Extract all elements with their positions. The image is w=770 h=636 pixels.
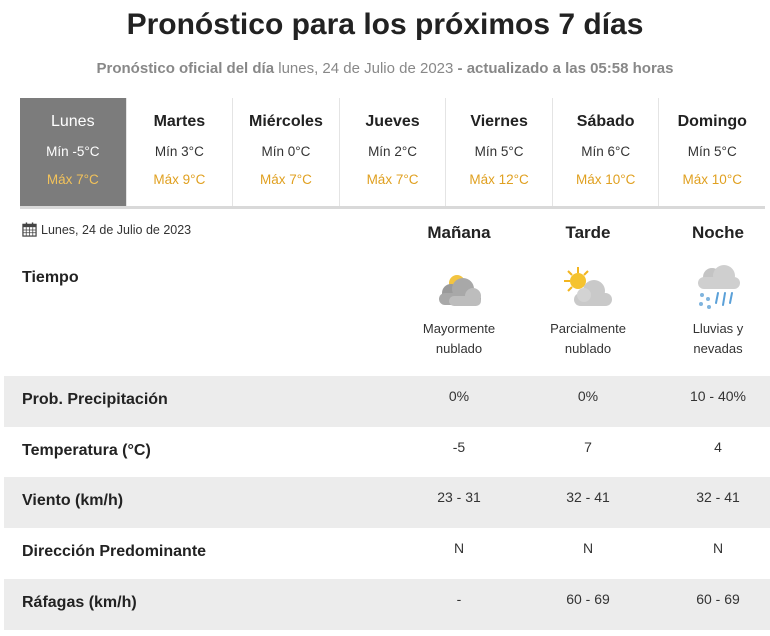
row-label: Prob. Precipitación [22, 391, 168, 408]
day-min-temp: Mín 5°C [687, 144, 737, 159]
row-value: 0% [448, 388, 470, 404]
day-name: Sábado [576, 113, 635, 130]
row-label: Dirección Predominante [22, 543, 207, 560]
row-value: 4 [714, 439, 722, 455]
day-min-temp: Mín 6°C [581, 144, 631, 159]
day-name: Lunes [50, 113, 95, 130]
day-max-temp: Máx 12°C [469, 172, 529, 187]
mostly-cloudy-icon [429, 263, 489, 315]
calendar-icon [22, 222, 37, 237]
row-value: 32 - 41 [566, 489, 610, 505]
row-label: Ráfagas (km/h) [22, 594, 137, 611]
selected-date [22, 222, 191, 237]
day-min-temp: Mín -5°C [46, 144, 100, 159]
row-rafagas [4, 579, 770, 630]
row-value: 7 [584, 439, 592, 455]
tab-jueves[interactable] [340, 98, 447, 206]
period-noche: Noche [692, 223, 744, 242]
tab-martes[interactable] [127, 98, 234, 206]
weather-desc-tarde: Parcialmente nublado [550, 321, 626, 356]
day-min-temp: Mín 3°C [154, 144, 204, 159]
row-temperatura [4, 427, 770, 478]
row-value: 23 - 31 [437, 489, 481, 505]
tiempo-label: Tiempo [22, 269, 79, 286]
day-min-temp: Mín 0°C [261, 144, 311, 159]
day-name: Miércoles [249, 113, 323, 130]
period-manana: Mañana [427, 223, 491, 242]
period-tarde: Tarde [565, 223, 611, 242]
day-tabs [20, 98, 765, 209]
page-title: Pronóstico para los próximos 7 días [126, 8, 644, 41]
tab-domingo[interactable] [659, 98, 765, 206]
tab-lunes[interactable] [20, 98, 127, 206]
page-subtitle [0, 60, 770, 77]
row-viento [4, 477, 770, 528]
row-value: N [582, 540, 594, 556]
row-value: 60 - 69 [696, 591, 740, 607]
day-name: Jueves [365, 113, 420, 130]
day-max-temp: Máx 7°C [366, 172, 419, 187]
day-max-temp: Máx 10°C [682, 172, 742, 187]
row-value: -5 [452, 439, 466, 455]
row-value: N [453, 540, 465, 556]
subtitle-date: lunes, 24 de Julio de 2023 [278, 60, 454, 77]
day-max-temp: Máx 9°C [153, 172, 206, 187]
tab-miercoles[interactable] [233, 98, 340, 206]
row-value: 10 - 40% [689, 388, 747, 404]
subtitle-update: - actualizado a las 05:58 horas [457, 60, 674, 77]
tab-sabado[interactable] [553, 98, 660, 206]
day-max-temp: Máx 7°C [259, 172, 312, 187]
weather-desc-noche: Lluvias y nevadas [692, 321, 744, 356]
row-value: 60 - 69 [566, 591, 610, 607]
subtitle-label: Pronóstico oficial del día [96, 60, 275, 77]
row-label: Temperatura (°C) [22, 442, 151, 459]
row-value: 32 - 41 [696, 489, 740, 505]
partly-cloudy-icon [558, 263, 618, 315]
day-name: Martes [153, 113, 206, 130]
row-precipitacion [4, 376, 770, 427]
day-max-temp: Máx 7°C [46, 172, 99, 187]
row-label: Viento (km/h) [22, 492, 124, 509]
day-min-temp: Mín 5°C [474, 144, 524, 159]
tab-viernes[interactable] [446, 98, 553, 206]
day-min-temp: Mín 2°C [368, 144, 417, 159]
row-value: 0% [577, 388, 599, 404]
day-name: Domingo [677, 113, 747, 130]
weather-desc-manana: Mayormente nublado [422, 321, 496, 356]
row-value: - [456, 591, 462, 607]
row-value: N [712, 540, 724, 556]
selected-date-text: Lunes, 24 de Julio de 2023 [41, 222, 192, 237]
row-direccion [4, 528, 770, 579]
day-max-temp: Máx 10°C [575, 172, 636, 187]
rain-snow-icon [688, 263, 748, 315]
day-name: Viernes [470, 113, 528, 130]
